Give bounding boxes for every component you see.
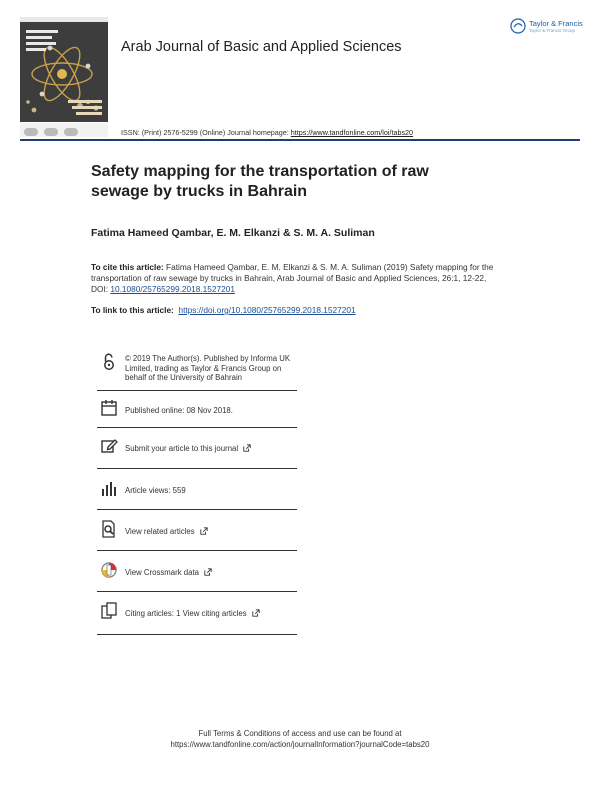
crossmark-text: View Crossmark data	[125, 568, 199, 577]
article-doi-url[interactable]: https://doi.org/10.1080/25765299.2018.1527201	[178, 305, 356, 315]
crossmark-item[interactable]	[97, 551, 297, 592]
citing-articles-item[interactable]	[97, 592, 297, 635]
atom-graphic-icon	[20, 22, 108, 122]
submit-article-text: Submit your article to this journal	[125, 444, 239, 453]
article-link-block	[91, 305, 356, 315]
publisher-logo[interactable]	[510, 18, 582, 40]
related-articles-link[interactable]	[125, 527, 303, 537]
article-title-line1: Safety mapping for the transportation of raw	[91, 163, 429, 180]
sponsor-logo-icon	[24, 128, 38, 136]
submit-article-link[interactable]	[125, 444, 303, 454]
crossmark-icon	[100, 561, 118, 579]
open-access-lock-icon	[100, 353, 118, 371]
citation-text: Fatima Hameed Qambar, E. M. Elkanzi & S. M. A. Suliman (2019) Safety mapping for the transportation of raw sewage by trucks in Bahrain, Arab Journal of Basic and Applied Sciences, 26:1, 12-22, DOI:	[91, 262, 494, 294]
document-search-icon	[100, 520, 118, 538]
issn-line	[121, 128, 413, 137]
header-divider	[20, 139, 580, 141]
external-link-icon	[252, 609, 260, 617]
copy-documents-icon	[100, 602, 118, 620]
terms-footer-url[interactable]: https://www.tandfonline.com/action/journalInformation?journalCode=tabs20	[170, 739, 430, 749]
doi-link[interactable]: 10.1080/25765299.2018.1527201	[110, 284, 235, 294]
citation-block	[91, 262, 501, 295]
publisher-logo-name: Taylor & Francis	[529, 19, 583, 28]
external-link-icon	[243, 444, 251, 452]
citing-articles-link[interactable]	[125, 609, 303, 619]
bar-chart-icon	[100, 480, 118, 498]
link-label: To link to this article:	[91, 305, 174, 315]
taylor-francis-logo-icon	[510, 18, 526, 34]
journal-cover-image	[20, 22, 108, 122]
journal-homepage-link[interactable]: https://www.tandfonline.com/loi/tabs20	[290, 128, 414, 137]
terms-footer-line1: Full Terms & Conditions of access and use can be found at	[198, 729, 402, 738]
external-link-icon	[204, 568, 212, 576]
sponsor-logo-icon	[64, 128, 78, 136]
related-articles-item[interactable]	[97, 510, 297, 551]
issn-text: ISSN: (Print) 2576-5299 (Online) Journal homepage:	[121, 128, 291, 137]
journal-title[interactable]: Arab Journal of Basic and Applied Sciences	[121, 39, 402, 55]
article-authors: Fatima Hameed Qambar, E. M. Elkanzi & S. M. A. Suliman	[91, 227, 375, 239]
terms-footer	[0, 729, 600, 750]
published-online-text: Published online: 08 Nov 2018.	[125, 406, 233, 415]
cover-logo-strip	[20, 123, 108, 137]
article-info-list	[97, 348, 297, 635]
article-views-text: Article views: 559	[125, 486, 186, 495]
submit-article-item[interactable]	[97, 428, 297, 469]
article-views-item	[97, 469, 297, 510]
edit-pencil-icon	[100, 437, 118, 455]
citation-label: To cite this article:	[91, 262, 164, 272]
citing-articles-text: Citing articles: 1 View citing articles	[125, 609, 247, 618]
article-title[interactable]	[91, 162, 511, 202]
publisher-logo-sub: Taylor & Francis Group	[529, 28, 576, 33]
crossmark-link[interactable]	[125, 568, 303, 578]
related-articles-text: View related articles	[125, 527, 195, 536]
external-link-icon	[200, 527, 208, 535]
published-online-item	[97, 391, 297, 428]
license-text: © 2019 The Author(s). Published by Informa UK Limited, trading as Taylor & Francis Group on behalf of the University of Bahrain	[125, 354, 291, 382]
license-item	[97, 348, 297, 391]
calendar-icon	[100, 399, 118, 417]
sponsor-logo-icon	[44, 128, 58, 136]
article-title-line2: sewage by trucks in Bahrain	[91, 183, 308, 200]
